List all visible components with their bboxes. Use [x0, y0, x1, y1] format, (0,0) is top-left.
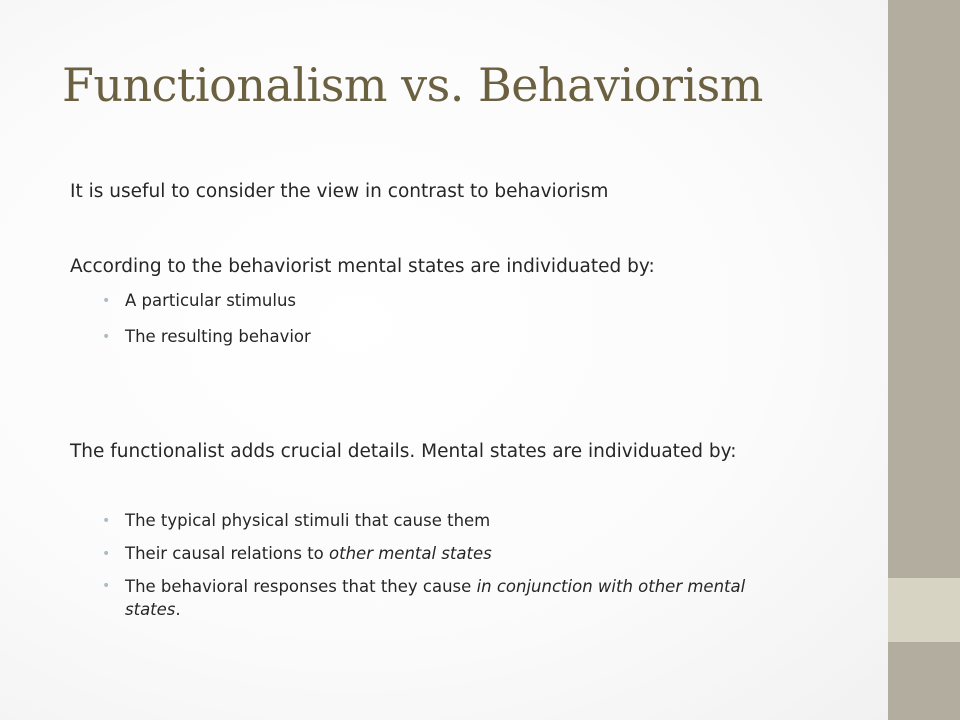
bullet-text: The resulting behavior [125, 327, 311, 346]
bullet-icon: • [102, 578, 111, 594]
bullet-icon: • [102, 293, 111, 309]
bullet-text: A particular stimulus [125, 291, 297, 310]
list-item [100, 509, 780, 533]
functionalist-bullet-list [100, 509, 780, 630]
bullet-emphasis: in conjunction with other mental states [125, 577, 746, 619]
bullet-text: The behavioral responses that they cause [125, 577, 477, 596]
intro-paragraph: It is useful to consider the view in contrast to behaviorism [70, 181, 609, 202]
bullet-icon: • [102, 546, 111, 562]
behaviorist-heading: According to the behaviorist mental states are individuated by: [70, 256, 655, 277]
list-item [100, 575, 780, 621]
bullet-icon: • [102, 329, 111, 345]
list-item [100, 289, 311, 313]
list-item [100, 325, 311, 349]
bullet-emphasis: other mental states [329, 544, 492, 563]
bullet-suffix: . [175, 600, 181, 619]
bullet-text: The typical physical stimuli that cause them [125, 511, 491, 530]
slide-title: Functionalism vs. Behaviorism [62, 58, 763, 112]
bullet-text: Their causal relations to [125, 544, 330, 563]
functionalist-heading: The functionalist adds crucial details. Mental states are individuated by: [70, 441, 737, 462]
bullet-icon: • [102, 513, 111, 529]
side-accent-block [888, 578, 960, 642]
behaviorist-bullet-list [100, 289, 311, 361]
list-item [100, 542, 780, 566]
